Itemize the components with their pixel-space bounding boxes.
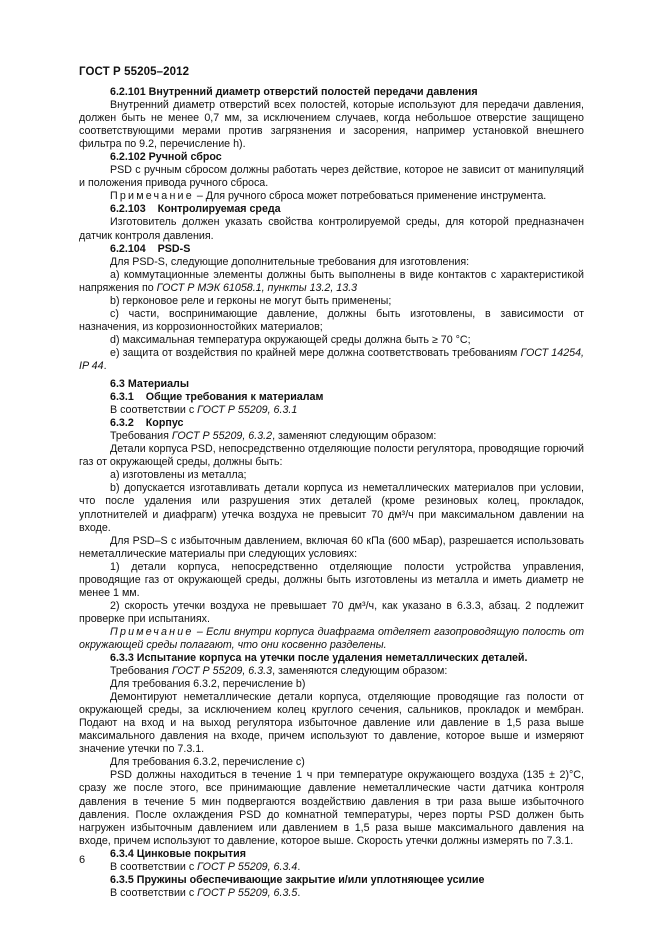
paragraph-text: b) герконовое реле и герконы не могут быть применены; (110, 294, 392, 307)
paragraph-text: Детали корпуса PSD, непосредственно отделяющие полости регулятора, проводящие горючий газ от окружающей среды, должны быть: (79, 443, 584, 469)
paragraph-text: ГОСТ Р 55209, 6.3.5 (197, 886, 298, 899)
section-number: 6.2.104 (110, 242, 146, 255)
paragraph-text: Изготовитель должен указать свойства контролируемой среды, для которой предназначен датчик контроля давления. (79, 216, 584, 242)
paragraph (79, 334, 584, 347)
section-number: 6.3.4 (110, 847, 134, 860)
paragraph-text: a) коммутационные элементы должны быть выполнены в виде контактов с характеристикой напряжения по (79, 268, 584, 294)
paragraph-text: b) допускается изготавливать детали корпуса из неметаллических материалов при условии, что после удаления или разрушения этих деталей (кроме резиновых колец, прокладок, уплотнителей и диафрагм) утечка воздуха не превысит 70 дм³/ч при максимальном давлении на входе. (79, 482, 584, 534)
paragraph-text: Примечание (110, 625, 194, 638)
section-title: Внутренний диаметр отверстий полостей передачи давления (148, 86, 478, 98)
paragraph-text: – Если внутри корпуса диафрагма отделяет газопроводящую полость от окружающей среды полагают, что они косвенно разделены. (79, 625, 584, 651)
paragraph (79, 216, 584, 242)
paragraph-text: – Для ручного сброса может потребоваться применение инструмента. (193, 190, 547, 203)
paragraph-text: PSD с ручным сбросом должны работать через действие, которое не зависит от манипуляций и положения привода ручного сброса. (79, 164, 584, 190)
page-header: ГОСТ Р 55205–2012 (79, 66, 190, 78)
paragraph-text: Для PSD–S с избыточным давлением, включая 60 кПа (600 мБар), разрешается использовать неметаллические материалы при следующих условиях: (79, 534, 584, 560)
section-title: Испытание корпуса на утечки после удаления неметаллических деталей. (136, 652, 528, 665)
paragraph-text: PSD должны находиться в течение 1 ч при температуре окружающего воздуха (135 ± 2)°С, сразу же после этого, все принимающие давление неметаллические части датчика контроля давления в течение 5 мин подвергаются воздействию давления в три раза выше избыточного давления. После охлаждения PSD до комнатной температуры, через порты PSD должен быть нагружен избыточным давлением или давлением в 1,5 раза выше максимального давления на входе, причем используют то давление, которое выше. Скорость утечки должны измерять по 7.3.1. (79, 769, 584, 847)
paragraph (79, 269, 584, 295)
paragraph-text: ГОСТ Р 55209, 6.3.1 (197, 404, 298, 417)
paragraph-text: ГОСТ 14254, IP 44 (79, 346, 584, 372)
paragraph (79, 861, 584, 874)
paragraph-text: a) изготовлены из металла; (110, 469, 247, 482)
paragraph (79, 430, 584, 443)
section-heading (79, 203, 584, 216)
paragraph (79, 600, 584, 626)
paragraph (79, 404, 584, 417)
paragraph (79, 256, 584, 269)
section-number: 6.3.1 (110, 391, 134, 404)
paragraph (79, 678, 584, 691)
paragraph-text: В соответствии с (110, 886, 198, 899)
section-heading (79, 86, 584, 99)
section-title: Ручной сброс (148, 151, 222, 164)
paragraph (79, 99, 584, 151)
paragraph-text: . (297, 886, 301, 899)
paragraph (79, 561, 584, 600)
paragraph-text: Требования (110, 665, 172, 678)
paragraph (79, 190, 584, 203)
paragraph-text: , заменяются следующим образом: (272, 665, 448, 678)
paragraph (79, 535, 584, 561)
section-heading (79, 652, 584, 665)
section-number: 6.3.3 (110, 652, 134, 665)
section-title: Цинковые покрытия (136, 847, 246, 860)
document-body (79, 86, 584, 900)
paragraph-text: В соответствии с (110, 404, 198, 417)
section-number: 6.3 (110, 378, 125, 391)
paragraph-text: ГОСТ Р 55209, 6.3.4 (197, 860, 298, 873)
paragraph (79, 887, 584, 900)
paragraph (79, 691, 584, 756)
paragraph (79, 308, 584, 334)
paragraph (79, 665, 584, 678)
section-title: Пружины обеспечивающие закрытие и/или уплотняющее усилие (136, 873, 485, 886)
paragraph (79, 295, 584, 308)
section-title: Общие требования к материалам (145, 391, 324, 404)
paragraph (79, 164, 584, 190)
paragraph-text: Для PSD-S, следующие дополнительные требования для изготовления: (110, 255, 470, 268)
paragraph (79, 482, 584, 534)
section-heading (79, 151, 584, 164)
paragraph-text: Требования (110, 430, 172, 443)
page-number: 6 (79, 854, 86, 866)
paragraph-text: 2) скорость утечки воздуха не превышает 70 дм³/ч, как указано в 6.3.3, абзац. 2 подлежит проверке при испытаниях. (79, 599, 584, 625)
paragraph-text: ГОСТ Р 55209, 6.3.3 (171, 665, 273, 678)
paragraph-text: Примечание (110, 190, 194, 203)
paragraph-text: ГОСТ Р МЭК 61058.1, пункты 13.2, 13.3 (156, 281, 358, 294)
paragraph (79, 443, 584, 469)
paragraph-text: e) защита от воздействия по крайней мере должна соответствовать требованиям (110, 346, 521, 359)
paragraph-text: В соответствии с (110, 860, 198, 873)
paragraph-text: Для требования 6.3.2, перечисление b) (110, 678, 306, 691)
section-number: 6.2.102 (110, 151, 146, 164)
section-heading (79, 848, 584, 861)
paragraph-text: . (103, 359, 107, 372)
section-heading (79, 874, 584, 887)
paragraph-text: . (297, 860, 301, 873)
section-heading (79, 243, 584, 256)
section-number: 6.2.101 (110, 86, 146, 98)
section-heading (79, 378, 584, 391)
section-title: Материалы (127, 378, 189, 391)
paragraph-text: Для требования 6.3.2, перечисление с) (110, 756, 305, 769)
section-title: Корпус (145, 417, 184, 430)
paragraph-text: Демонтируют неметаллические детали корпуса, отделяющие проводящие газ полости от окружающей среды, за исключением колец круглого сечения, сальников, прокладок и мембран. Подают на вход и на выход регулятора избыточное давление или давление в 1,5 раза выше максимального давления на входе, причем используют то давление, которое выше и измеряют значение утечки по 7.3.1. (79, 691, 584, 756)
section-number: 6.3.2 (110, 417, 134, 430)
paragraph-text: , заменяют следующим образом: (272, 430, 437, 443)
section-title: PSD-S (157, 242, 191, 255)
section-heading (79, 417, 584, 430)
section-heading (79, 391, 584, 404)
paragraph (79, 626, 584, 652)
section-title: Контролируемая среда (157, 203, 281, 216)
paragraph (79, 756, 584, 769)
paragraph-text: Внутренний диаметр отверстий всех полостей, которые используют для передачи давления, должен быть не менее 0,7 мм, за исключением случаев, когда небольшое отверстие защищено соответствующими мерами против загрязнения и засорения, например установкой внешнего фильтра по 9.2, перечисление h). (79, 99, 584, 151)
paragraph (79, 469, 584, 482)
paragraph-text: 1) детали корпуса, непосредственно отделяющие полости устройства управления, проводящие газ от окружающей среды, должны быть изготовлены из металла и иметь диаметр не менее 1 мм. (79, 560, 584, 599)
paragraph-text: d) максимальная температура окружающей среды должна быть ≥ 70 °С; (110, 333, 471, 346)
paragraph-text: c) части, воспринимающие давление, должны быть изготовлены, в зависимости от назначения, из коррозионностойких материалов; (79, 307, 584, 333)
section-number: 6.3.5 (110, 873, 134, 886)
section-number: 6.2.103 (110, 203, 146, 216)
paragraph (79, 769, 584, 847)
paragraph (79, 347, 584, 373)
paragraph-text: ГОСТ Р 55209, 6.3.2 (171, 430, 273, 443)
